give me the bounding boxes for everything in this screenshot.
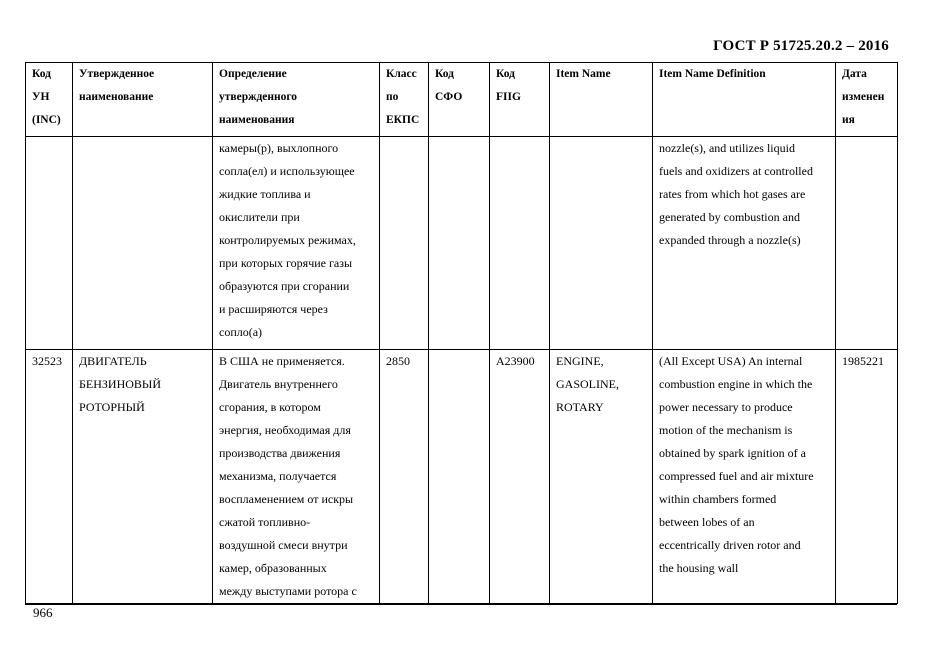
header-line: Утвержденное xyxy=(79,68,155,80)
header-line: по xyxy=(386,91,399,103)
header-line: Дата xyxy=(842,68,867,80)
cell-line: при которых горячие газы xyxy=(219,256,353,270)
header-line: Определение xyxy=(219,68,287,80)
table-row xyxy=(26,350,898,604)
cell-line: окислители при xyxy=(219,210,300,224)
header-line: Item Name Definition xyxy=(659,68,766,80)
cell-line: сопло(а) xyxy=(219,325,263,339)
cell-line: сопла(ел) и использующее xyxy=(219,164,355,178)
header-line: СФО xyxy=(435,91,463,103)
cell-code-inc xyxy=(26,137,73,350)
cell-line: ROTARY xyxy=(556,400,604,414)
cell-item-name xyxy=(550,137,653,350)
cell-line: образуются при сгорании xyxy=(219,279,350,293)
cell-line: expanded through a nozzle(s) xyxy=(659,233,801,247)
cell-change-date xyxy=(836,350,898,604)
cell-approved-name xyxy=(73,137,213,350)
cell-line: (All Except USA) An internal xyxy=(659,354,803,368)
header-line: Код xyxy=(496,68,516,80)
cell-code-fiig xyxy=(490,350,550,604)
cell-line: generated by combustion and xyxy=(659,210,800,224)
catalog-table xyxy=(25,62,898,604)
cell-line: ENGINE, xyxy=(556,354,604,368)
cell-line: камеры(р), выхлопного xyxy=(219,141,339,155)
bottom-rule xyxy=(25,603,897,605)
header-line: Код xyxy=(435,68,455,80)
cell-line: Двигатель внутреннего xyxy=(219,377,338,391)
header-item-name xyxy=(550,63,653,137)
header-line: ия xyxy=(842,114,855,126)
cell-line: сжатой топливно- xyxy=(219,515,311,529)
cell-code-fiig xyxy=(490,137,550,350)
cell-line: механизма, получается xyxy=(219,469,337,483)
header-line: ЕКПС xyxy=(386,114,420,126)
page-number: 966 xyxy=(33,605,53,620)
cell-class-ekps xyxy=(380,350,429,604)
header-line: наименования xyxy=(219,114,295,126)
cell-line: fuels and oxidizers at controlled xyxy=(659,164,813,178)
cell-line: В США не применяется. xyxy=(219,354,345,368)
cell-line: the housing wall xyxy=(659,561,739,575)
cell-class-ekps xyxy=(380,137,429,350)
cell-line: 1985221 xyxy=(842,354,884,368)
cell-line: РОТОРНЫЙ xyxy=(79,400,145,414)
header-line: УН xyxy=(32,91,50,103)
header-line: FIIG xyxy=(496,91,521,103)
cell-line: производства движения xyxy=(219,446,341,460)
table-header-row xyxy=(26,63,898,137)
header-change-date xyxy=(836,63,898,137)
cell-line: obtained by spark ignition of a xyxy=(659,446,806,460)
cell-code-sfo xyxy=(429,137,490,350)
header-line: Item Name xyxy=(556,68,611,80)
header-class-ekps xyxy=(380,63,429,137)
cell-item-name-definition xyxy=(653,350,836,604)
cell-line: контролируемых режимах, xyxy=(219,233,356,247)
table-row xyxy=(26,137,898,350)
header-line: Код xyxy=(32,68,52,80)
header-line: изменен xyxy=(842,91,885,103)
cell-line: 2850 xyxy=(386,354,410,368)
cell-code-sfo xyxy=(429,350,490,604)
cell-definition-ru xyxy=(213,350,380,604)
table-body xyxy=(26,137,898,604)
cell-line: между выступами ротора с xyxy=(219,584,357,598)
cell-line: motion of the mechanism is xyxy=(659,423,793,437)
header-line: утвержденного xyxy=(219,91,298,103)
cell-line: энергия, необходимая для xyxy=(219,423,351,437)
cell-line: жидкие топлива и xyxy=(219,187,311,201)
cell-line: 32523 xyxy=(32,354,62,368)
cell-line: eccentrically driven rotor and xyxy=(659,538,801,552)
cell-line: и расширяются через xyxy=(219,302,328,316)
cell-code-inc xyxy=(26,350,73,604)
document-header: ГОСТ Р 51725.20.2 – 2016 xyxy=(713,38,889,54)
cell-item-name xyxy=(550,350,653,604)
header-item-name-definition xyxy=(653,63,836,137)
cell-line: A23900 xyxy=(496,354,535,368)
header-line: наименование xyxy=(79,91,154,103)
header-code-sfo xyxy=(429,63,490,137)
header-line: (INC) xyxy=(32,114,61,126)
cell-line: within chambers formed xyxy=(659,492,777,506)
cell-line: воспламенением от искры xyxy=(219,492,354,506)
cell-line: nozzle(s), and utilizes liquid xyxy=(659,141,795,155)
cell-approved-name xyxy=(73,350,213,604)
cell-line: воздушной смеси внутри xyxy=(219,538,348,552)
cell-line: ДВИГАТЕЛЬ xyxy=(79,354,147,368)
cell-line: compressed fuel and air mixture xyxy=(659,469,814,483)
header-line: Класс xyxy=(386,68,417,80)
cell-line: сгорания, в котором xyxy=(219,400,321,414)
cell-line: rates from which hot gases are xyxy=(659,187,806,201)
header-code-inc xyxy=(26,63,73,137)
cell-line: камер, образованных xyxy=(219,561,327,575)
header-approved-name xyxy=(73,63,213,137)
cell-definition-ru xyxy=(213,137,380,350)
cell-line: БЕНЗИНОВЫЙ xyxy=(79,377,162,391)
cell-line: combustion engine in which the xyxy=(659,377,813,391)
cell-change-date xyxy=(836,137,898,350)
cell-line: power necessary to produce xyxy=(659,400,793,414)
header-code-fiig xyxy=(490,63,550,137)
cell-line: between lobes of an xyxy=(659,515,755,529)
cell-line: GASOLINE, xyxy=(556,377,619,391)
cell-item-name-definition xyxy=(653,137,836,350)
header-definition-ru xyxy=(213,63,380,137)
